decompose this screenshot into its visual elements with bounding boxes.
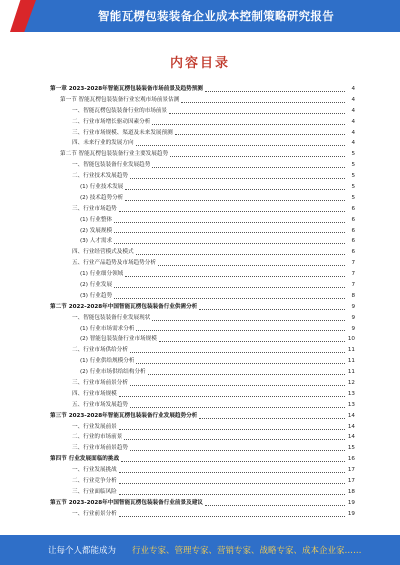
toc-entry[interactable] xyxy=(50,204,355,215)
toc-leader-dots xyxy=(130,384,345,386)
toc-entry-page: 6 xyxy=(351,205,355,212)
toc-entry-title: 第一节 智能瓦楞包装装备行业宏观市场前景估测 xyxy=(60,96,180,103)
toc-entry-page: 17 xyxy=(347,478,355,485)
toc-entry[interactable] xyxy=(50,476,355,487)
toc-leader-dots xyxy=(119,210,345,212)
toc-entry-page: 7 xyxy=(351,271,355,278)
toc-entry-page: 15 xyxy=(347,445,355,452)
toc-entry[interactable] xyxy=(50,334,355,345)
toc-entry[interactable] xyxy=(50,291,355,302)
toc-entry-page: 9 xyxy=(351,314,355,321)
toc-entry[interactable] xyxy=(50,324,355,335)
toc-entry-title: 一、行业发展前景 xyxy=(72,423,117,430)
toc-entry[interactable] xyxy=(50,95,355,106)
toc-entry-title: 二、行业的市场前景 xyxy=(72,434,123,441)
toc-entry[interactable] xyxy=(50,454,355,465)
toc-leader-dots xyxy=(170,155,345,157)
toc-entry-page: 18 xyxy=(347,488,355,495)
toc-entry[interactable] xyxy=(50,269,355,280)
toc-leader-dots xyxy=(205,90,345,92)
toc-entry-page: 9 xyxy=(351,325,355,332)
toc-entry[interactable] xyxy=(50,509,355,520)
toc-entry-title: (2) 发展规模 xyxy=(80,227,113,234)
toc-entry-page: 11 xyxy=(347,358,355,365)
toc-entry[interactable] xyxy=(50,313,355,324)
toc-entry[interactable] xyxy=(50,400,355,411)
toc-leader-dots xyxy=(125,188,345,190)
toc-leader-dots xyxy=(125,199,345,201)
toc-entry[interactable] xyxy=(50,160,355,171)
toc-entry[interactable] xyxy=(50,258,355,269)
toc-entry-title: (1) 行业市场需求分析 xyxy=(80,325,135,332)
toc-entry-page: 4 xyxy=(351,129,355,136)
toc-leader-dots xyxy=(136,329,345,331)
toc-leader-dots xyxy=(119,482,345,484)
toc-entry[interactable] xyxy=(50,302,355,313)
toc-entry-page: 7 xyxy=(351,282,355,289)
toc-leader-dots xyxy=(205,504,345,506)
toc-entry-page: 5 xyxy=(351,151,355,158)
toc-entry[interactable] xyxy=(50,193,355,204)
toc-entry[interactable] xyxy=(50,498,355,509)
toc-entry[interactable] xyxy=(50,215,355,226)
footer-slogan: 让每个人都能成为 xyxy=(48,546,117,556)
toc-entry-title: (2) 行业发展 xyxy=(80,282,113,289)
toc-leader-dots xyxy=(130,406,345,408)
toc-entry-page: 19 xyxy=(347,499,355,506)
toc-leader-dots xyxy=(114,242,345,244)
toc-entry-title: (1) 行业整体 xyxy=(80,216,113,223)
toc-entry-title: 第五节 2023-2028年中国智能瓦楞包装装备行业前景及建议 xyxy=(50,499,203,506)
toc-leader-dots xyxy=(136,362,345,364)
toc-entry-page: 6 xyxy=(351,238,355,245)
toc-entry[interactable] xyxy=(50,378,355,389)
toc-entry-page: 17 xyxy=(347,467,355,474)
toc-leader-dots xyxy=(152,319,345,321)
toc-entry[interactable] xyxy=(50,171,355,182)
toc-entry[interactable] xyxy=(50,106,355,117)
toc-entry-page: 13 xyxy=(347,390,355,397)
toc-entry-page: 16 xyxy=(347,456,355,463)
toc-entry-page: 4 xyxy=(351,140,355,147)
toc-leader-dots xyxy=(130,351,345,353)
toc-entry-page: 5 xyxy=(351,194,355,201)
toc-leader-dots xyxy=(114,231,345,233)
toc-heading: 内容目录 xyxy=(169,56,230,71)
toc-entry-page: 4 xyxy=(351,96,355,103)
toc-entry-title: 五、行业市场发展趋势 xyxy=(72,401,128,408)
toc-leader-dots xyxy=(130,177,345,179)
toc-entry-title: 三、行业市场前景趋势 xyxy=(72,445,128,452)
header-bar xyxy=(0,0,400,32)
toc-leader-dots xyxy=(121,460,345,462)
toc-entry-title: 一、智能包装装备行业发展现状 xyxy=(72,314,151,321)
toc-entry-page: 11 xyxy=(347,369,355,376)
toc-entry-title: (3) 人才需求 xyxy=(80,238,113,245)
toc-leader-dots xyxy=(119,428,345,430)
toc-leader-dots xyxy=(159,340,345,342)
toc-entry-page: 5 xyxy=(351,162,355,169)
toc-entry-title: (3) 行业趋势 xyxy=(80,292,113,299)
toc-entry-title: 三、行业面临风险 xyxy=(72,488,117,495)
toc-entry[interactable] xyxy=(50,138,355,149)
toc-entry-page: 8 xyxy=(351,292,355,299)
toc-entry-title: 四、行业经营模式及模式 xyxy=(72,249,134,256)
toc-entry[interactable] xyxy=(50,345,355,356)
toc-entry[interactable] xyxy=(50,465,355,476)
toc-entry-title: 二、行业市场增长驱动因素分析 xyxy=(72,118,151,125)
toc-entry-page: 9 xyxy=(351,303,355,310)
toc-leader-dots xyxy=(148,373,345,375)
toc-entry-page: 6 xyxy=(351,249,355,256)
toc-entry-title: 四、行业市场规模 xyxy=(72,390,117,397)
toc-entry[interactable] xyxy=(50,117,355,128)
toc-leader-dots xyxy=(175,133,345,135)
toc-entry-title: 第二节 2022-2028年中国智能瓦楞包装装备行业供需分析 xyxy=(50,303,198,310)
toc-entry-title: 一、行业前景分析 xyxy=(72,510,117,517)
toc-entry-page: 7 xyxy=(351,260,355,267)
toc-entry-title: 四、未来行业的发展方向 xyxy=(72,140,134,147)
toc-entry[interactable] xyxy=(50,84,355,95)
toc-entry-page: 13 xyxy=(347,401,355,408)
toc-leader-dots xyxy=(119,395,345,397)
toc-entry-title: 一、智能包装装备行业发展趋势 xyxy=(72,162,151,169)
toc-entry-title: 二、行业市场供给分析 xyxy=(72,347,128,354)
toc-entry-page: 12 xyxy=(347,380,355,387)
report-title: 智能瓦楞包装装备企业成本控制策略研究报告 xyxy=(98,9,334,23)
toc-entry-page: 6 xyxy=(351,216,355,223)
toc-leader-dots xyxy=(158,264,345,266)
toc-leader-dots xyxy=(152,166,345,168)
toc-entry-title: 第四节 行业发展面临的挑战 xyxy=(50,456,120,463)
toc-entry-title: 第二节 智能瓦楞包装装备行业主要发展趋势 xyxy=(60,151,169,158)
toc-leader-dots xyxy=(119,493,345,495)
toc-entry-page: 14 xyxy=(347,434,355,441)
toc-entry[interactable] xyxy=(50,389,355,400)
toc-entry-title: 一、行业发展挑战 xyxy=(72,467,117,474)
toc-entry-title: 第一章 2023-2028年智能瓦楞包装装备市场前景及趋势预测 xyxy=(50,85,203,92)
toc-entry-title: (2) 技术趋势分析 xyxy=(80,194,124,201)
toc-leader-dots xyxy=(181,101,345,103)
toc-entry-page: 4 xyxy=(351,85,355,92)
toc-entry[interactable] xyxy=(50,411,355,422)
toc-entry-title: 三、行业市场前景分析 xyxy=(72,380,128,387)
toc-entry[interactable] xyxy=(50,128,355,139)
toc-leader-dots xyxy=(152,123,345,125)
toc-entry-page: 11 xyxy=(347,347,355,354)
toc-entry[interactable] xyxy=(50,236,355,247)
toc-leader-dots xyxy=(114,286,345,288)
toc-entry-page: 19 xyxy=(347,510,355,517)
toc-entry-title: (2) 智能包装装备行业市场规模 xyxy=(80,336,157,343)
toc-leader-dots xyxy=(199,308,345,310)
toc-entry[interactable] xyxy=(50,443,355,454)
toc-entry-page: 4 xyxy=(351,107,355,114)
toc-leader-dots xyxy=(114,297,345,299)
toc-entry-title: 二、行业技术发展趋势 xyxy=(72,173,128,180)
toc-entry-title: 三、行业市场规模、渠道及未来发展预测 xyxy=(72,129,173,136)
toc-leader-dots xyxy=(130,449,345,451)
toc-leader-dots xyxy=(114,221,345,223)
toc-entry[interactable] xyxy=(50,433,355,444)
toc-entry[interactable] xyxy=(50,182,355,193)
table-of-contents xyxy=(50,84,355,520)
toc-entry-title: 第三节 2023-2028年智能瓦楞包装装备行业发展趋势分析 xyxy=(50,412,198,419)
toc-entry-page: 14 xyxy=(347,423,355,430)
toc-entry-title: 一、智能瓦楞包装装备行业的市场前景 xyxy=(72,107,168,114)
toc-leader-dots xyxy=(199,417,345,419)
toc-entry-page: 4 xyxy=(351,118,355,125)
toc-entry-title: (1) 行业供给规模分析 xyxy=(80,358,135,365)
toc-entry[interactable] xyxy=(50,247,355,258)
toc-entry-title: 三、行业市场趋势 xyxy=(72,205,117,212)
toc-entry[interactable] xyxy=(50,280,355,291)
toc-entry-title: 二、行业竞争分析 xyxy=(72,478,117,485)
toc-leader-dots xyxy=(124,438,345,440)
toc-entry-page: 10 xyxy=(347,336,355,343)
toc-entry[interactable] xyxy=(50,367,355,378)
toc-entry-page: 5 xyxy=(351,184,355,190)
toc-entry[interactable] xyxy=(50,487,355,498)
toc-entry-page: 6 xyxy=(351,227,355,234)
footer-roles: 行业专家、管理专家、营销专家、战略专家、成本企业家…… xyxy=(132,546,362,556)
toc-leader-dots xyxy=(125,275,345,277)
toc-entry[interactable] xyxy=(50,422,355,433)
toc-leader-dots xyxy=(136,253,345,255)
toc-leader-dots xyxy=(119,471,345,473)
toc-entry-page: 14 xyxy=(347,412,355,419)
footer-bar xyxy=(0,535,400,565)
toc-entry[interactable] xyxy=(50,356,355,367)
toc-leader-dots xyxy=(169,112,345,114)
toc-entry[interactable] xyxy=(50,226,355,237)
toc-entry-title: (1) 行业技术发展 xyxy=(80,184,124,190)
toc-entry-title: (2) 行业市场供给结构分析 xyxy=(80,369,146,376)
toc-entry-title: 五、行业产品趋势及市场趋势分析 xyxy=(72,260,156,267)
toc-entry-page: 5 xyxy=(351,173,355,180)
toc-entry[interactable] xyxy=(50,149,355,160)
toc-entry-title: (1) 行业细分领域 xyxy=(80,271,124,278)
toc-leader-dots xyxy=(136,144,345,146)
toc-leader-dots xyxy=(119,515,345,517)
